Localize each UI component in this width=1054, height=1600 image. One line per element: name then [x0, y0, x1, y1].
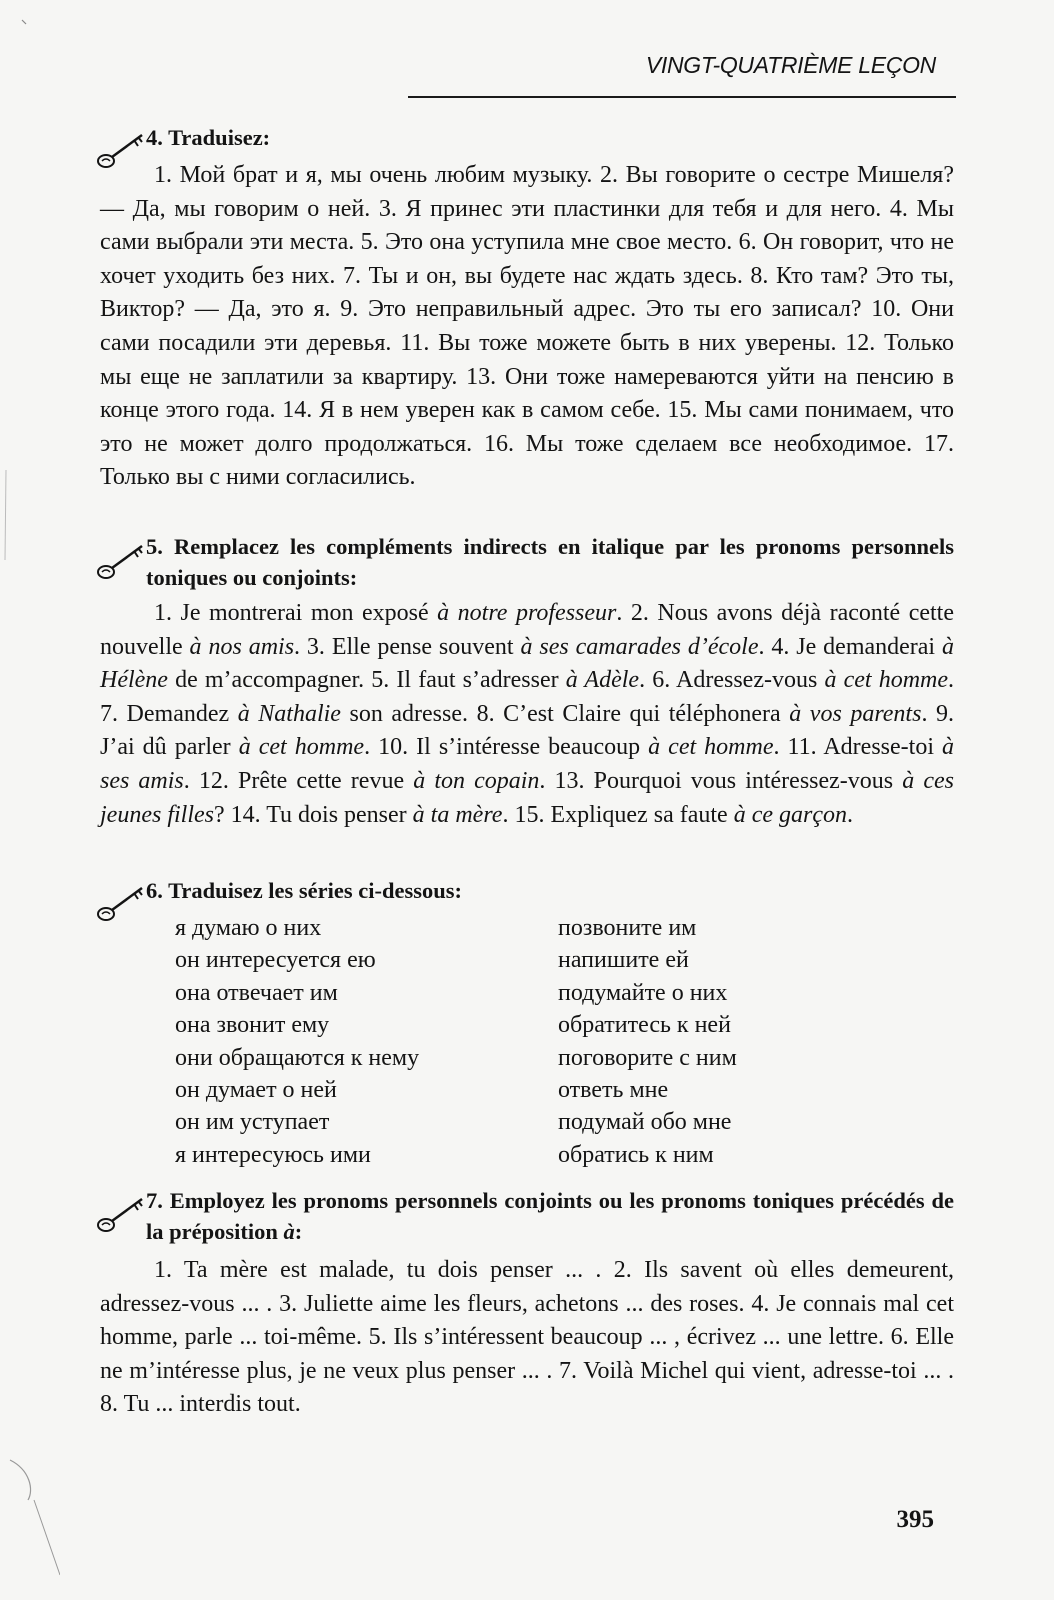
italic-complement: à nos amis — [189, 633, 295, 660]
series-item: она отвечает им — [175, 979, 338, 1006]
series-item: напишите ей — [558, 947, 689, 974]
italic-complement: à cet homme — [238, 734, 365, 761]
text-segment: . 10. Il s’intéresse beaucoup — [364, 734, 649, 761]
text-segment: . 11. Adresse-toi — [773, 734, 943, 761]
text-segment: . 7. Demandez — [100, 667, 955, 727]
italic-complement: à cet homme — [824, 667, 949, 694]
page-edge-scan-marks — [0, 0, 60, 1600]
text-segment: . 3. Elle pense souvent — [294, 633, 521, 660]
key-icon — [96, 879, 148, 925]
exercise-7-text — [100, 1254, 954, 1422]
series-item: подумайте о них — [558, 979, 728, 1006]
text-segment: de m’accompagner. 5. Il faut s’adresser — [167, 667, 566, 694]
text-segment: . — [847, 801, 853, 828]
exercise-7-title: 7. Employez les pronoms personnels conjoints ou les pronoms toniques précédés de la préposition à: — [146, 1188, 954, 1244]
running-head-title: VINGT-QUATRIÈME LEÇON — [645, 52, 936, 78]
series-item: ответь мне — [558, 1077, 669, 1104]
italic-complement: à ces jeunes filles — [100, 767, 954, 828]
series-item: он интересуется ею — [175, 947, 376, 974]
text-segment: son adresse. 8. C’est Claire qui téléphonera — [340, 700, 790, 727]
exercise-6-left-column — [175, 912, 419, 1171]
italic-complement: à Adèle — [565, 667, 640, 694]
series-item: подумай обо мне — [558, 1109, 732, 1136]
italic-complement: à ses amis — [100, 734, 955, 794]
series-item: он им уступает — [175, 1109, 330, 1136]
exercise-5-body — [100, 600, 954, 828]
header-rule — [408, 96, 956, 98]
exercise-7-body: 1. Ta mère est malade, tu dois penser ... . 2. Ils savent où elles demeurent, adressez-vous ... . 3. Juliette aime les fleurs, achetons ... des roses. 4. Je connais mal cet homme, parle ... toi-même. 5. Ils s’intéressent beaucoup ... , écrivez ... une lettre. 6. Elle ne m’intéresse plus, je ne veux plus penser ... . 7. Voilà Michel qui vient, adresse-toi ... . 8. Tu ... interdis tout. — [100, 1257, 954, 1418]
exercise-5-text — [100, 597, 954, 832]
italic-complement: à ses camarades d’école — [520, 633, 759, 660]
text-segment: . 6. Adressez-vous — [639, 667, 825, 694]
exercise-6-title: 6. Traduisez les séries ci-dessous: — [146, 878, 463, 903]
italic-complement: à vos parents — [789, 700, 922, 727]
series-item: они обращаются к нему — [175, 1044, 420, 1071]
italic-complement: à notre professeur — [437, 600, 617, 626]
text-segment: ? 14. Tu dois penser — [213, 801, 413, 828]
text-segment: . 2. Nous avons déjà raconté cette nouvelle — [100, 600, 954, 660]
series-item: она звонит ему — [175, 1012, 330, 1039]
text-segment: 1. Je montrerai mon exposé — [154, 600, 438, 626]
text-segment: . 9. J’ai dû parler — [100, 700, 955, 761]
text-segment: . 13. Pourquoi vous intéressez-vous — [539, 767, 903, 794]
text-segment: . 12. Prête cette revue — [183, 767, 414, 794]
italic-complement: à ton copain — [413, 767, 540, 794]
text-segment: . 15. Expliquez sa faute — [502, 801, 734, 828]
exercise-4-text — [100, 159, 954, 495]
italic-complement: à ce garçon — [733, 801, 847, 828]
key-icon — [96, 1190, 148, 1236]
exercise-4-title: 4. Traduisez: — [146, 125, 271, 150]
key-icon — [96, 537, 148, 583]
series-item: я интересуюсь ими — [175, 1141, 371, 1168]
italic-complement: à cet homme — [648, 734, 774, 761]
series-item: позвоните им — [558, 915, 697, 941]
series-item: я думаю о них — [175, 915, 322, 941]
exercise-4-body: 1. Мой брат и я, мы очень любим музыку. 2. Вы говорите о сестре Мишеля? — Да, мы говорим о ней. 3. Я принес эти пластинки для тебя и для него. 4. Мы сами выбрали эти места. 5. Это она уступила мне свое место. 6. Он говорит, что не хочет уходить без них. 7. Ты и он, вы будете нас ждать здесь. 8. Кто там? Это ты, Виктор? — Да, это я. 9. Это неправильный адрес. Это ты его записал? 10. Они сами посадили эти деревья. 11. Вы тоже можете быть в них уверены. 12. Только мы еще не заплатили за квартиру. 13. Они тоже намереваются уйти на пенсию в конце этого года. 14. Я в нем уверен как в самом себе. 15. Мы сами понимаем, что это не может долго продолжаться. 16. Мы тоже сделаем все необходимое. 17. Только вы с ними согласились. — [100, 162, 954, 491]
italic-complement: à Hélène — [100, 633, 955, 694]
italic-complement: à Nathalie — [237, 700, 341, 727]
text-segment: . 4. Je demanderai — [758, 633, 943, 660]
exercise-6-right-column — [558, 912, 737, 1171]
series-item: обратитесь к ней — [558, 1012, 731, 1039]
page-number: 395 — [896, 1506, 934, 1533]
series-item: поговорите с ним — [558, 1044, 737, 1071]
italic-complement: à ta mère — [412, 801, 503, 828]
series-item: обратись к ним — [558, 1141, 714, 1168]
series-item: он думает о ней — [175, 1077, 337, 1104]
exercise-5-title: 5. Remplacez les compléments indirects en italique par les pronoms personnels toniques ou conjoints: — [146, 534, 954, 590]
